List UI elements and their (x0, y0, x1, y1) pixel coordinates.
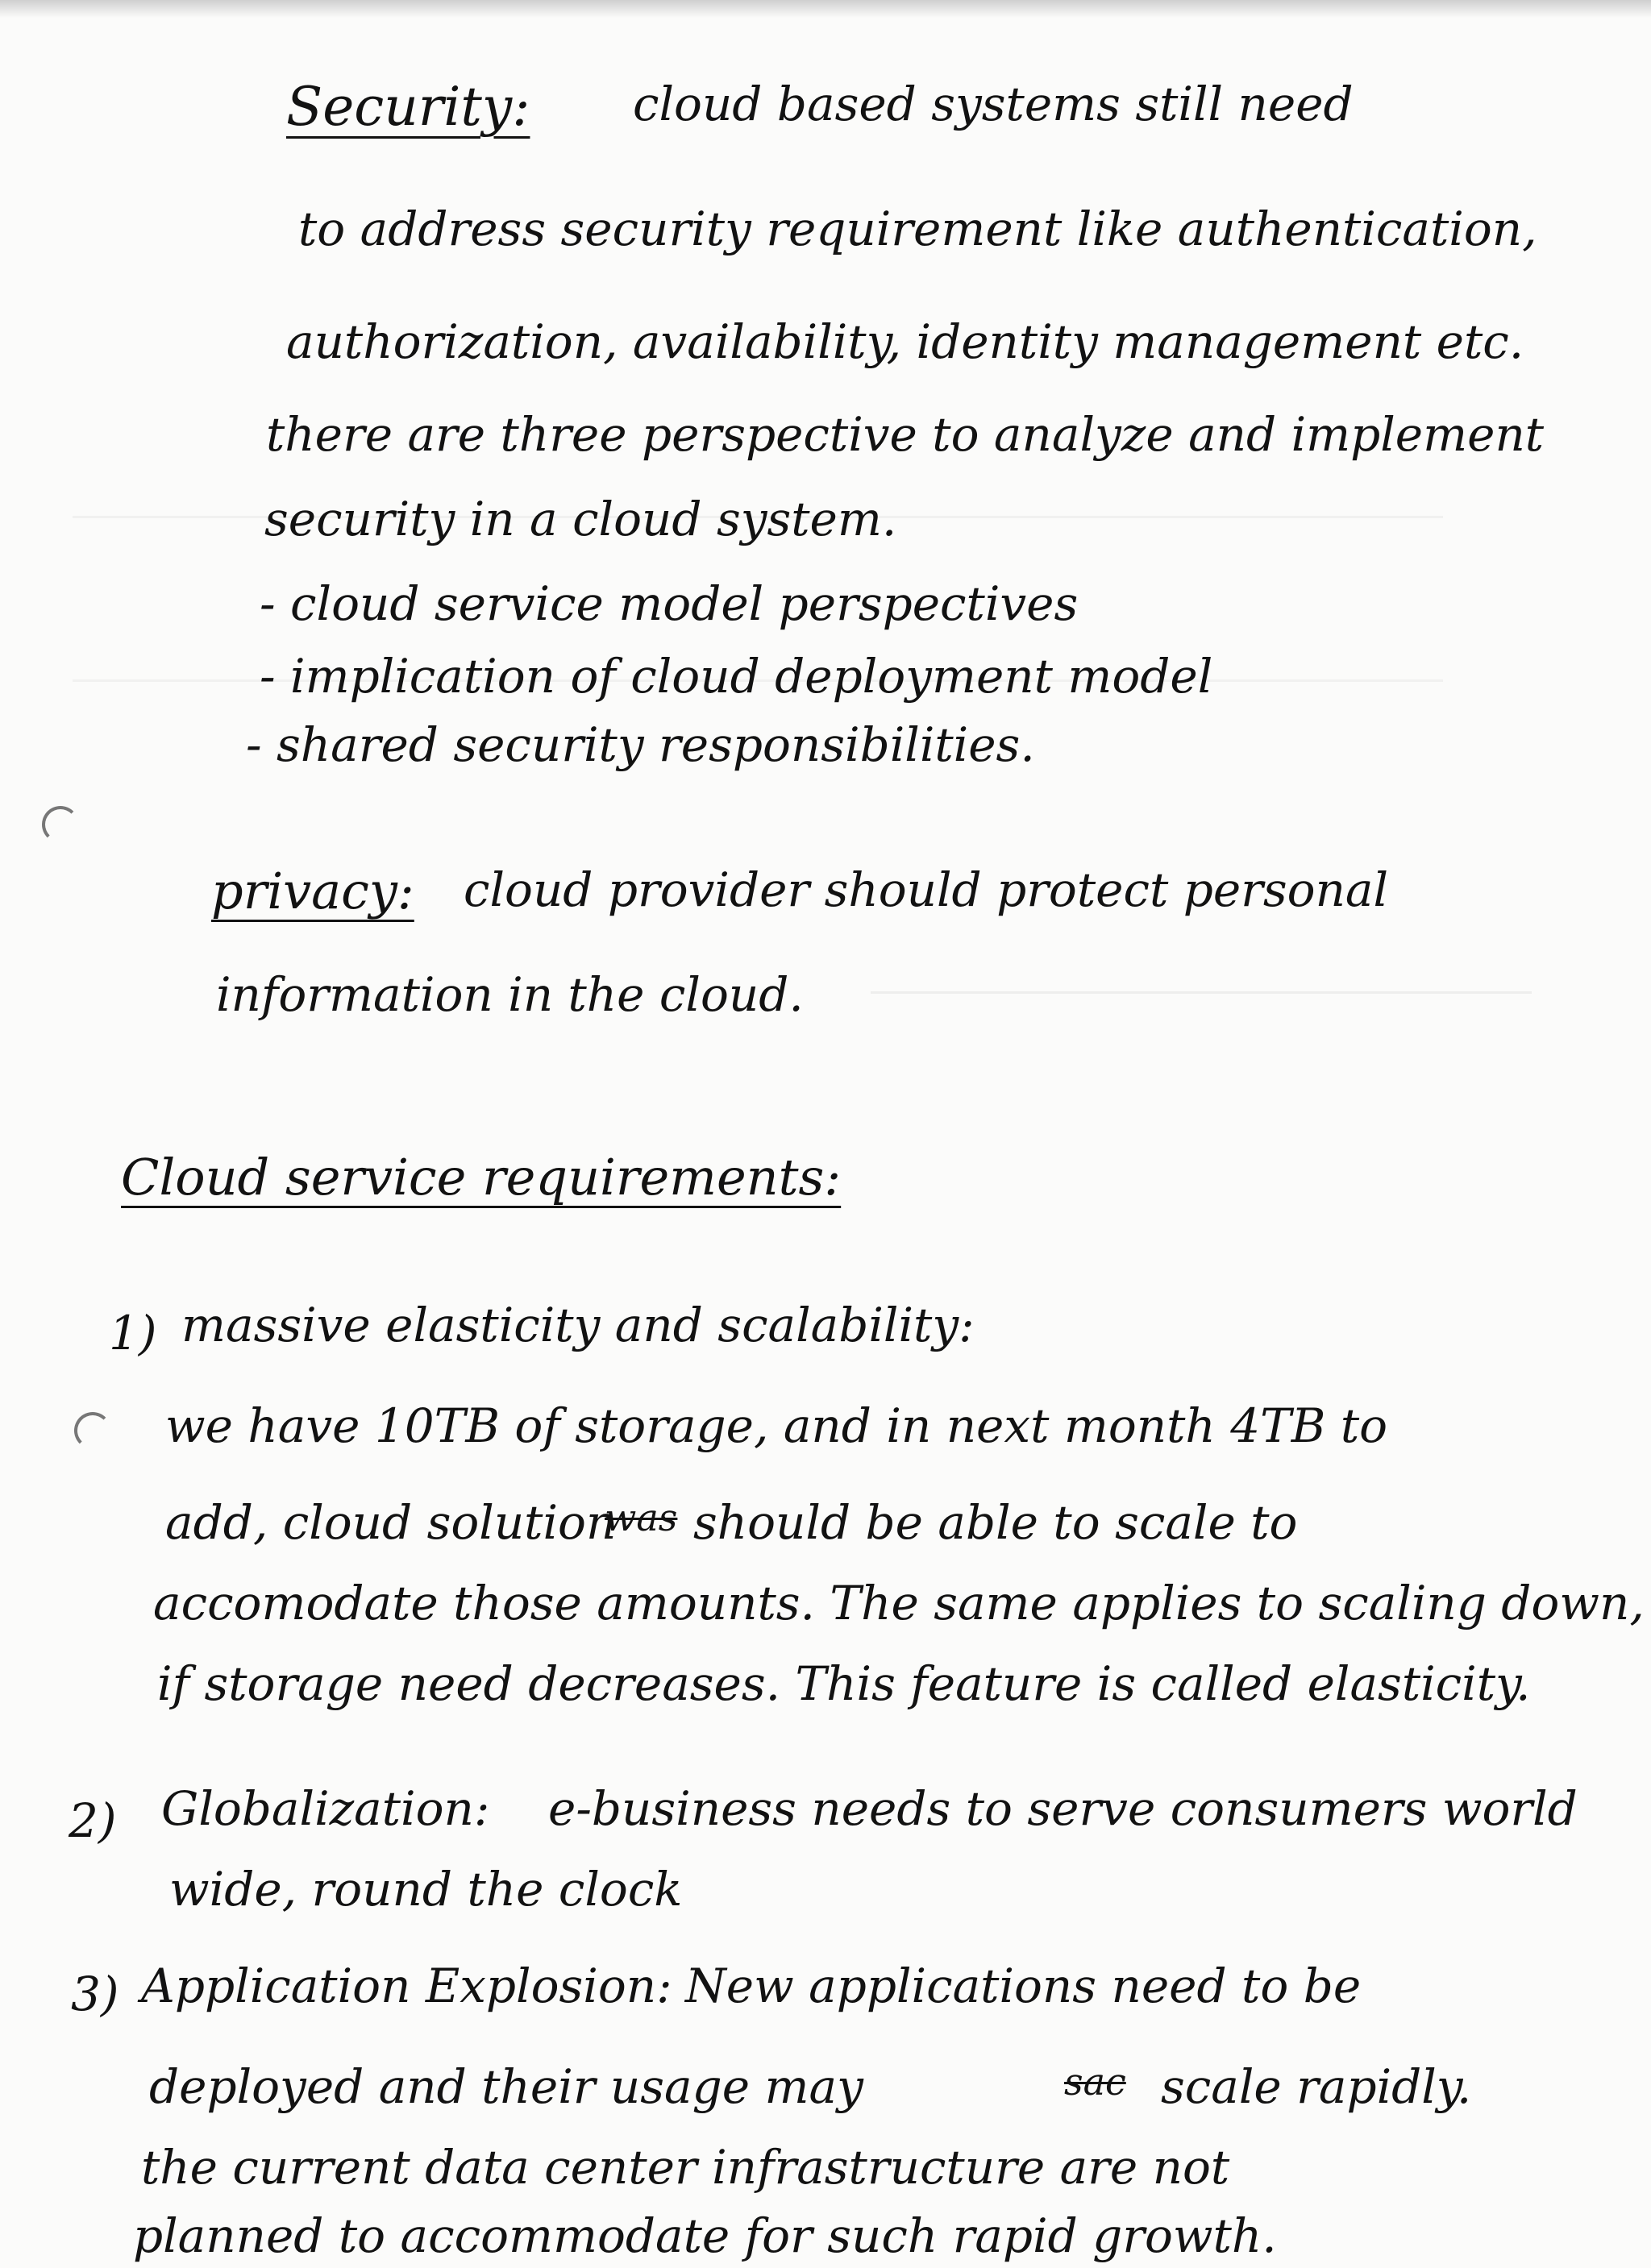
requirement-3-line-2b: scale rapidly. (1161, 2059, 1472, 2114)
requirement-3-line-1: New applications need to be (685, 1959, 1362, 2013)
security-line-3: authorization, availability, identity management etc. (286, 314, 1524, 369)
security-bullet-2: - implication of cloud deployment model (260, 649, 1213, 704)
requirement-3-line-2: deployed and their usage may (149, 2059, 863, 2114)
requirement-1-line-3: accomodate those amounts. The same applies to scaling down, (153, 1576, 1645, 1630)
requirement-1-struck-word: was (605, 1496, 678, 1539)
requirement-1-line-1: we have 10TB of storage, and in next month 4TB to (165, 1398, 1388, 1453)
privacy-line-2: information in the cloud. (216, 967, 804, 1022)
requirement-1-title: massive elasticity and scalability: (181, 1298, 975, 1352)
requirement-3-struck-word: sac (1064, 2060, 1126, 2104)
requirement-1-line-4: if storage need decreases. This feature is called elasticity. (157, 1656, 1531, 1711)
requirement-2-number: 2) (69, 1793, 117, 1848)
scan-top-shadow (0, 0, 1651, 18)
security-line-5: security in a cloud system. (264, 492, 897, 546)
requirement-2-title: Globalization: (161, 1781, 490, 1836)
requirements-heading: Cloud service requirements: (121, 1148, 842, 1207)
requirement-1-number: 1) (109, 1306, 157, 1360)
requirement-2-line-2: wide, round the clock (169, 1862, 683, 1917)
privacy-heading: privacy: (211, 862, 414, 920)
margin-mark (42, 806, 79, 843)
requirement-1-line-2b: should be able to scale to (693, 1495, 1298, 1550)
security-line-4: there are three perspective to analyze and implement (266, 407, 1545, 462)
security-line-2: to address security requirement like authentication, (298, 201, 1537, 256)
bleed-through-mark (871, 991, 1532, 1090)
requirement-3-number: 3) (71, 1967, 119, 2021)
requirement-3-line-4: planned to accommodate for such rapid growth. (133, 2208, 1277, 2263)
requirement-2-line-1: e-business needs to serve consumers world (548, 1781, 1578, 1836)
security-bullet-3: - shared security responsibilities. (246, 717, 1035, 772)
requirement-3-line-3: the current data center infrastructure are not (141, 2140, 1230, 2195)
security-bullet-1: - cloud service model perspectives (260, 576, 1079, 631)
security-line-1: cloud based systems still need (633, 77, 1354, 131)
requirement-3-title: Application Explosion: (141, 1959, 672, 2013)
margin-mark (74, 1412, 111, 1449)
requirement-1-line-2: add, cloud solution (165, 1495, 617, 1550)
security-heading: Security: (286, 76, 530, 138)
privacy-line-1: cloud provider should protect personal (464, 862, 1389, 917)
